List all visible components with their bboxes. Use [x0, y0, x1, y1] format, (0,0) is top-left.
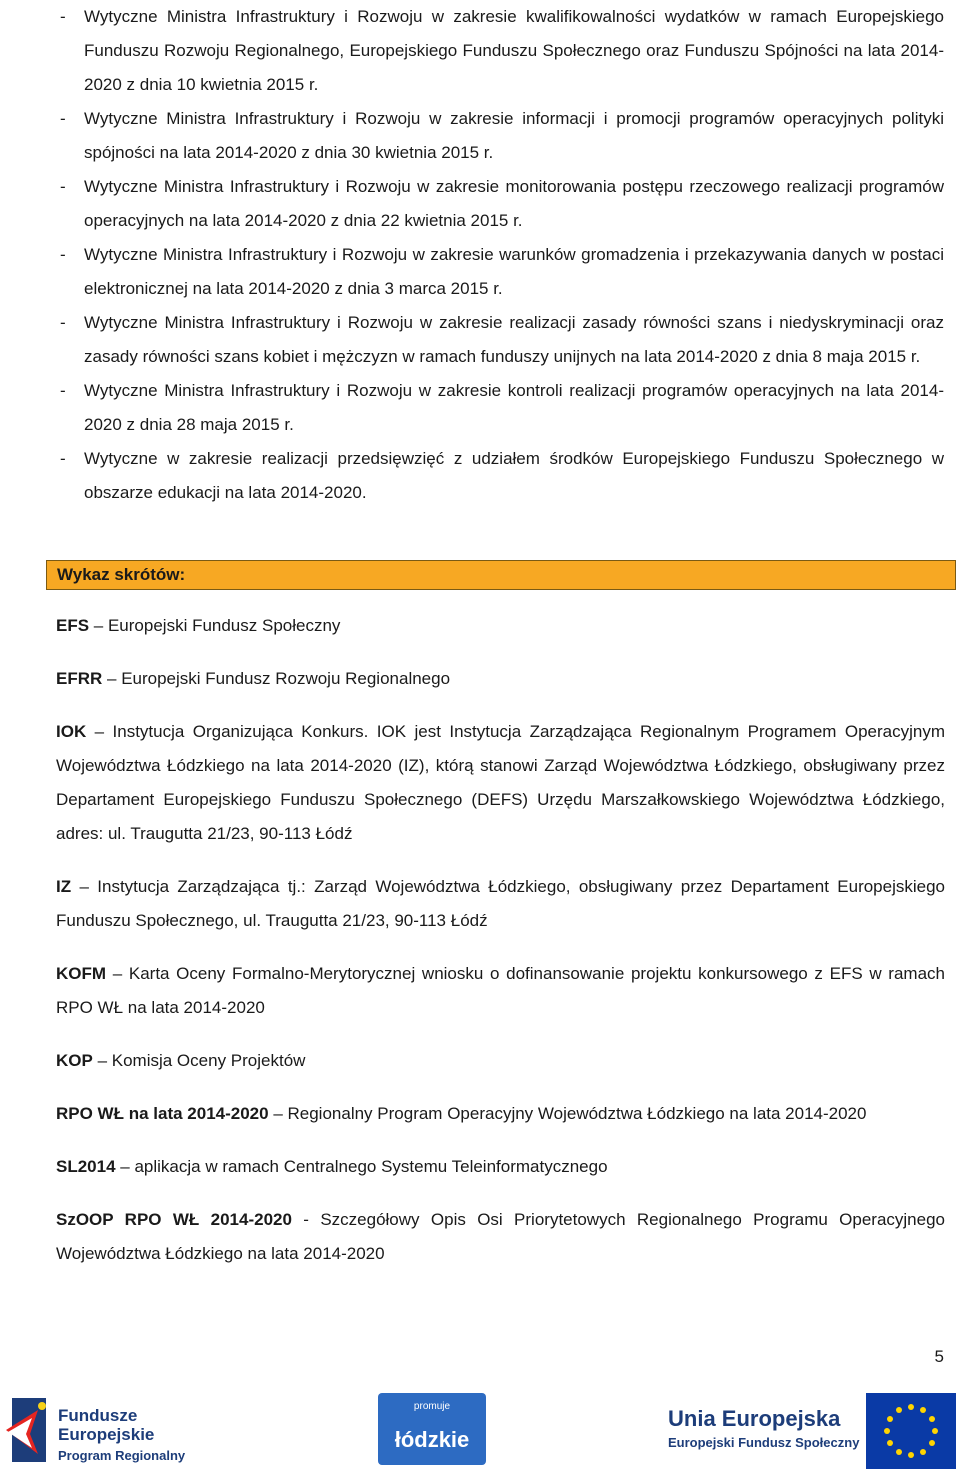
abbreviation-description: Europejski Fundusz Społeczny — [107, 616, 341, 635]
abbreviation-term: KOP — [56, 1051, 93, 1070]
eu-flag-icon — [866, 1393, 956, 1469]
fundusze-europejskie-logo — [0, 1390, 200, 1475]
abbreviation-term: IZ — [56, 877, 72, 896]
abbreviation-entry — [56, 957, 945, 1025]
list-item-text: Wytyczne Ministra Infrastruktury i Rozwoju w zakresie informacji i promocji programów operacyjnych polityki spójności na lata 2014-2020 z dnia 30 kwietnia 2015 r. — [84, 109, 944, 162]
promuje-lodzkie-logo — [378, 1393, 486, 1465]
abbreviation-description: Komisja Oceny Projektów — [111, 1051, 306, 1070]
bullet-list — [0, 0, 960, 510]
abbreviation-separator: – — [102, 669, 122, 688]
abbreviation-entry — [56, 1097, 945, 1131]
list-item-text: Wytyczne Ministra Infrastruktury i Rozwoju w zakresie realizacji zasady równości szans i niedyskryminacji oraz zasady równości szans kobiet i mężczyzn w ramach funduszy unijnych na lata 2014-2020 z dnia 8 maja 2015 r. — [84, 313, 944, 366]
abbreviation-separator: – — [89, 616, 108, 635]
abbreviation-list — [56, 609, 945, 1290]
abbreviation-term: KOFM — [56, 964, 107, 983]
list-item — [0, 170, 960, 238]
bullet-dash: - — [60, 245, 66, 264]
abbreviation-separator: – — [86, 722, 113, 741]
abbreviation-term: IOK — [56, 722, 87, 741]
bullet-dash: - — [60, 109, 66, 128]
bullet-dash: - — [60, 313, 66, 332]
abbreviation-separator: – — [106, 964, 129, 983]
abbreviation-description: Instytucja Organizująca Konkurs. IOK jest Instytucja Zarządzająca Regionalnym Programem Operacyjnym Województwa Łódzkiego na lata 2014-2020 (IZ), którą stanowi Zarząd Województwa Łódzkiego, obsługiwany przez Departament Europejskiego Funduszu Społecznego (DEFS) Urzędu Marszałkowskiego Województwa Łódzkiego, adres: ul. Traugutta 21/23, 90-113 Łódź — [56, 722, 945, 843]
abbreviation-entry — [56, 870, 945, 938]
list-item — [0, 102, 960, 170]
ue-logo-title: Unia Europejska — [668, 1406, 841, 1431]
list-item-text: Wytyczne w zakresie realizacji przedsięwzięć z udziałem środków Europejskiego Funduszu Społecznego w obszarze edukacji na lata 2014-2020. — [84, 449, 944, 502]
list-item — [0, 306, 960, 374]
abbreviation-separator: - — [291, 1210, 321, 1229]
section-heading-abbreviations: Wykaz skrótów: — [46, 560, 956, 590]
list-item-text: Wytyczne Ministra Infrastruktury i Rozwoju w zakresie warunków gromadzenia i przekazywania danych w postaci elektronicznej na lata 2014-2020 z dnia 3 marca 2015 r. — [84, 245, 944, 298]
abbreviation-separator: – — [71, 877, 98, 896]
fe-logo-sub: Program Regionalny — [58, 1448, 186, 1463]
page-number: 5 — [934, 1347, 944, 1366]
list-item — [0, 374, 960, 442]
abbreviation-entry — [56, 715, 945, 851]
abbreviation-separator: – — [115, 1157, 135, 1176]
abbreviation-description: Szczegółowy Opis Osi Priorytetowych Regionalnego Programu Operacyjnego Województwa Łódzkiego na lata 2014-2020 — [56, 1210, 946, 1263]
abbreviation-entry — [56, 609, 945, 643]
list-item — [0, 442, 960, 510]
list-item-text: Wytyczne Ministra Infrastruktury i Rozwoju w zakresie kwalifikowalności wydatków w ramach Europejskiego Funduszu Rozwoju Regionalnego, Europejskiego Funduszu Społecznego oraz Funduszu Spójności na lata 2014-2020 z dnia 10 kwietnia 2015 r. — [84, 7, 944, 94]
abbreviation-separator: – — [92, 1051, 112, 1070]
unia-europejska-logo — [668, 1407, 859, 1450]
lodz-logo-big: łódzkie — [394, 1427, 470, 1452]
ue-logo-sub: Europejski Fundusz Społeczny — [668, 1435, 860, 1450]
footer-logos — [0, 1385, 960, 1479]
list-item — [0, 238, 960, 306]
abbreviation-description: Karta Oceny Formalno-Merytorycznej wniosku o dofinansowanie projektu konkursowego z EFS w ramach RPO WŁ na lata 2014-2020 — [56, 964, 945, 1017]
abbreviation-description: Europejski Fundusz Rozwoju Regionalnego — [121, 669, 451, 688]
abbreviation-description: Instytucja Zarządzająca tj.: Zarząd Województwa Łódzkiego, obsługiwany przez Departament Europejskiego Funduszu Społecznego, ul. Traugutta 21/23, 90-113 Łódź — [56, 877, 946, 930]
fe-logo-line1: Fundusze — [58, 1406, 138, 1425]
abbreviation-entry — [56, 1150, 945, 1184]
list-item-text: Wytyczne Ministra Infrastruktury i Rozwoju w zakresie kontroli realizacji programów operacyjnych na lata 2014-2020 z dnia 28 maja 2015 r. — [84, 381, 944, 434]
fe-logo-text — [58, 1406, 154, 1444]
abbreviation-entry — [56, 662, 945, 696]
abbreviation-description: Regionalny Program Operacyjny Województwa Łódzkiego na lata 2014-2020 — [287, 1104, 867, 1123]
list-item — [0, 0, 960, 102]
lodz-logo-small: promuje — [413, 1401, 451, 1412]
fe-star-icon — [2, 1390, 54, 1470]
bullet-dash: - — [60, 449, 66, 468]
abbreviation-entry — [56, 1203, 945, 1271]
list-item-text: Wytyczne Ministra Infrastruktury i Rozwoju w zakresie monitorowania postępu rzeczowego realizacji programów operacyjnych na lata 2014-2020 z dnia 22 kwietnia 2015 r. — [84, 177, 944, 230]
eu-stars-icon — [866, 1393, 956, 1469]
bullet-dash: - — [60, 177, 66, 196]
abbreviation-term: SL2014 — [56, 1157, 116, 1176]
bullet-dash: - — [60, 7, 66, 26]
bullet-dash: - — [60, 381, 66, 400]
abbreviation-entry — [56, 1044, 945, 1078]
abbreviation-term: EFRR — [56, 669, 103, 688]
abbreviation-term: SzOOP RPO WŁ 2014-2020 — [56, 1210, 292, 1229]
abbreviation-description: aplikacja w ramach Centralnego Systemu Teleinformatycznego — [134, 1157, 608, 1176]
abbreviation-term: RPO WŁ na lata 2014-2020 — [56, 1104, 269, 1123]
abbreviation-separator: – — [268, 1104, 288, 1123]
fe-logo-line2: Europejskie — [58, 1425, 155, 1444]
abbreviation-term: EFS — [56, 616, 90, 635]
